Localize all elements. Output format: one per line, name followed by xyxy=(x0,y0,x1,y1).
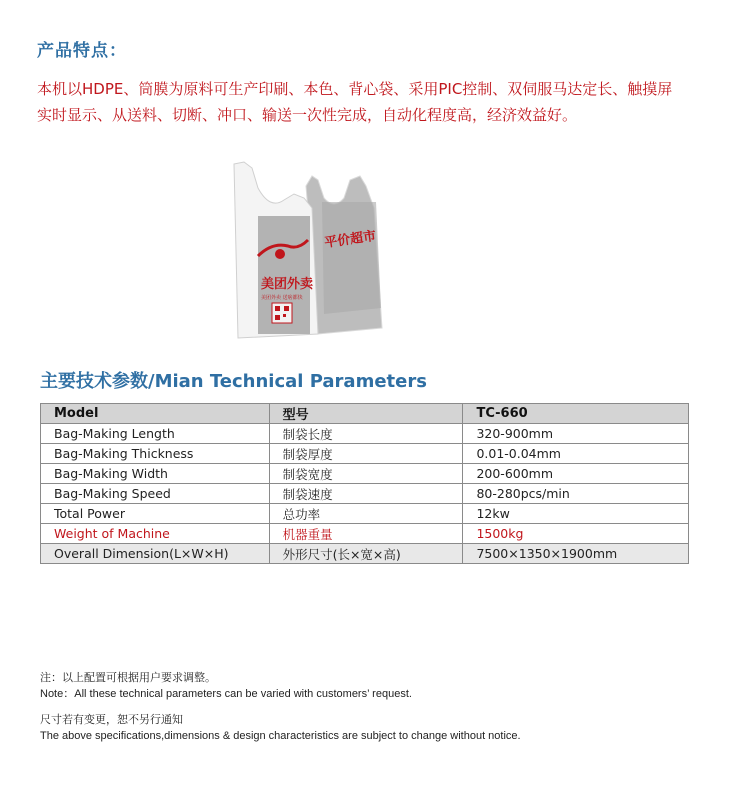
param-value: 1500kg xyxy=(463,524,689,544)
param-name-zh: 制袋速度 xyxy=(269,484,463,504)
param-name-en: Weight of Machine xyxy=(41,524,270,544)
param-value: 7500×1350×1900mm xyxy=(463,544,689,564)
param-name-zh: 制袋厚度 xyxy=(269,444,463,464)
param-name-zh: 外形尺寸(长×宽×高) xyxy=(269,544,463,564)
table-row xyxy=(41,484,689,504)
header-model-zh: 型号 xyxy=(269,404,463,424)
param-name-zh: 制袋长度 xyxy=(269,424,463,444)
back-bag-brand: 平价超市 xyxy=(323,228,378,251)
intro-paragraph: 本机以HDPE、筒膜为原料可生产印刷、本色、背心袋、采用PIC控制、双伺服马达定长、触摸屏实时显示、从送料、切断、冲口、输送一次性完成，自动化程度高，经济效益好。 xyxy=(37,80,673,124)
param-name-en: Overall Dimension(L×W×H) xyxy=(41,544,270,564)
table-row xyxy=(41,544,689,564)
table-row-highlight xyxy=(41,524,689,544)
notice-zh: 尺寸若有变更，恕不另行通知 xyxy=(40,714,183,726)
param-name-en: Total Power xyxy=(41,504,270,524)
param-name-zh: 总功率 xyxy=(269,504,463,524)
param-value: 320-900mm xyxy=(463,424,689,444)
header-tc660: TC-660 xyxy=(463,404,689,424)
table-header-row xyxy=(41,404,689,424)
params-title: 主要技术参数/Mian Technical Parameters xyxy=(40,371,427,392)
note-en: Note：All these technical parameters can be varied with customers’ request. xyxy=(40,688,412,700)
param-name-zh: 制袋宽度 xyxy=(269,464,463,484)
front-bag-slogan: 美团外卖 送啥都快 xyxy=(261,295,303,301)
table-row xyxy=(41,504,689,524)
table-row xyxy=(41,424,689,444)
features-title: 产品特点： xyxy=(37,41,127,61)
param-value: 80-280pcs/min xyxy=(463,484,689,504)
notes-section xyxy=(40,670,521,744)
param-name-en: Bag-Making Speed xyxy=(41,484,270,504)
param-value: 200-600mm xyxy=(463,464,689,484)
parameters-table xyxy=(40,403,689,564)
notice-en: The above specifications,dimensions & design characteristics are subject to change without notice. xyxy=(40,730,521,742)
param-name-en: Bag-Making Width xyxy=(41,464,270,484)
param-name-zh: 机器重量 xyxy=(269,524,463,544)
table-row xyxy=(41,464,689,484)
param-value: 12kw xyxy=(463,504,689,524)
param-value: 0.01-0.04mm xyxy=(463,444,689,464)
param-name-en: Bag-Making Thickness xyxy=(41,444,270,464)
param-name-en: Bag-Making Length xyxy=(41,424,270,444)
note-zh: 注：以上配置可根据用户要求调整。 xyxy=(40,672,216,684)
table-row xyxy=(41,444,689,464)
bag-product-image xyxy=(226,158,398,342)
header-model: Model xyxy=(41,404,270,424)
front-bag-brand: 美团外卖 xyxy=(261,277,314,292)
